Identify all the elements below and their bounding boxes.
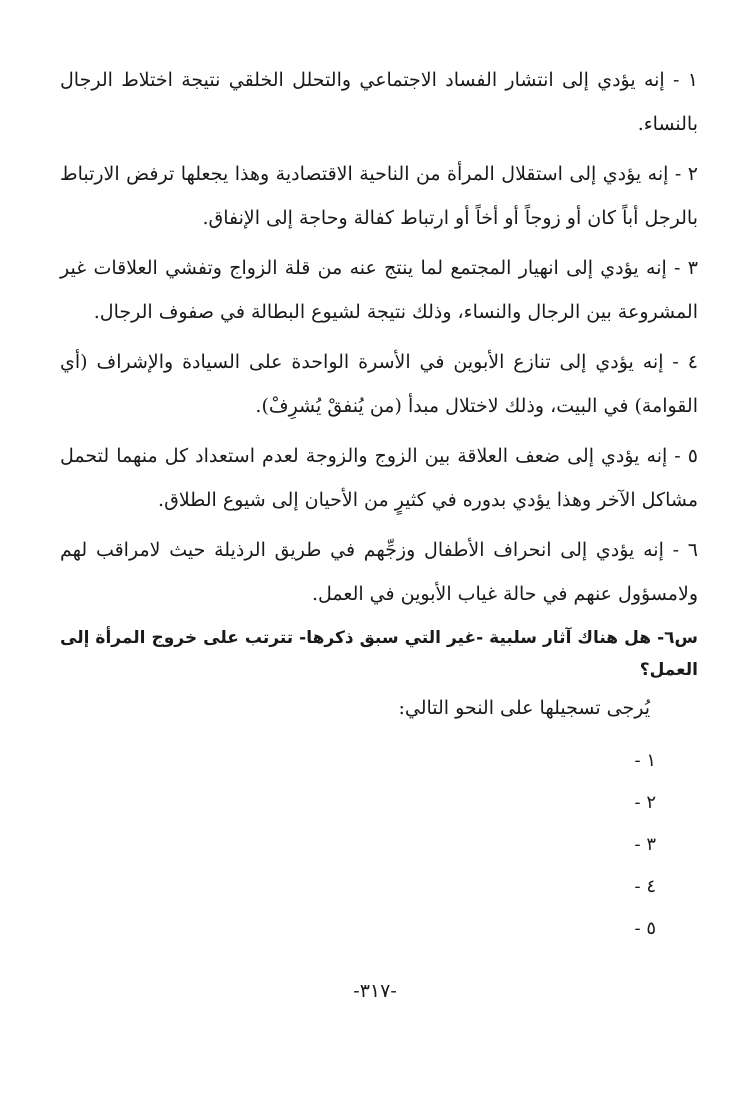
list-item-1: ١ - إنه يؤدي إلى انتشار الفساد الاجتماعي والتحلل الخلقي نتيجة اختلاط الرجال بالنساء. (60, 69, 698, 135)
instruction-text: يُرجى تسجيلها على النحو التالي: (398, 697, 650, 719)
answer-slot-3: ٣ - (634, 834, 656, 855)
list-item-4: ٤ - إنه يؤدي إلى تنازع الأبوين في الأسرة الواحدة على السيادة والإشراف (أي القوامة) في البيت، وذلك لاختلال مبدأ (من يُنفقْ يُشرِفْ). (60, 351, 698, 417)
answer-slot-5: ٥ - (634, 918, 656, 939)
question-heading: س٦- هل هناك آثار سلبية -غير التي سبق ذكرها- تترتب على خروج المرأة إلى العمل؟ (60, 628, 698, 680)
answer-list (60, 740, 698, 950)
list-item-3: ٣ - إنه يؤدي إلى انهيار المجتمع لما ينتج عنه من قلة الزواج وتفشي العلاقات غير المشروعة بين الرجال والنساء، وذلك نتيجة لشيوع البطالة في صفوف الرجال. (60, 257, 698, 323)
answer-slot-2: ٢ - (634, 792, 656, 813)
document-body (60, 58, 698, 950)
list-item-2: ٢ - إنه يؤدي إلى استقلال المرأة من الناحية الاقتصادية وهذا يجعلها ترفض الارتباط بالرجل أباً كان أو زوجاً أو أخاً أو ارتباط كفالة وحاجة إلى الإنفاق. (60, 163, 698, 229)
page-number: -٣١٧- (353, 980, 397, 1002)
list-item-5: ٥ - إنه يؤدي إلى ضعف العلاقة بين الزوج والزوجة لعدم استعداد كل منهما لتحمل مشاكل الآخر وهذا يؤدي بدوره في كثيرٍ من الأحيان إلى شيوع الطلاق. (60, 445, 698, 511)
list-item-6: ٦ - إنه يؤدي إلى انحراف الأطفال وزجِّهم في طريق الرذيلة حيث لامراقب لهم ولامسؤول عنهم في حالة غياب الأبوين في العمل. (60, 539, 698, 605)
answer-slot-4: ٤ - (634, 876, 656, 897)
answer-slot-1: ١ - (634, 750, 656, 771)
